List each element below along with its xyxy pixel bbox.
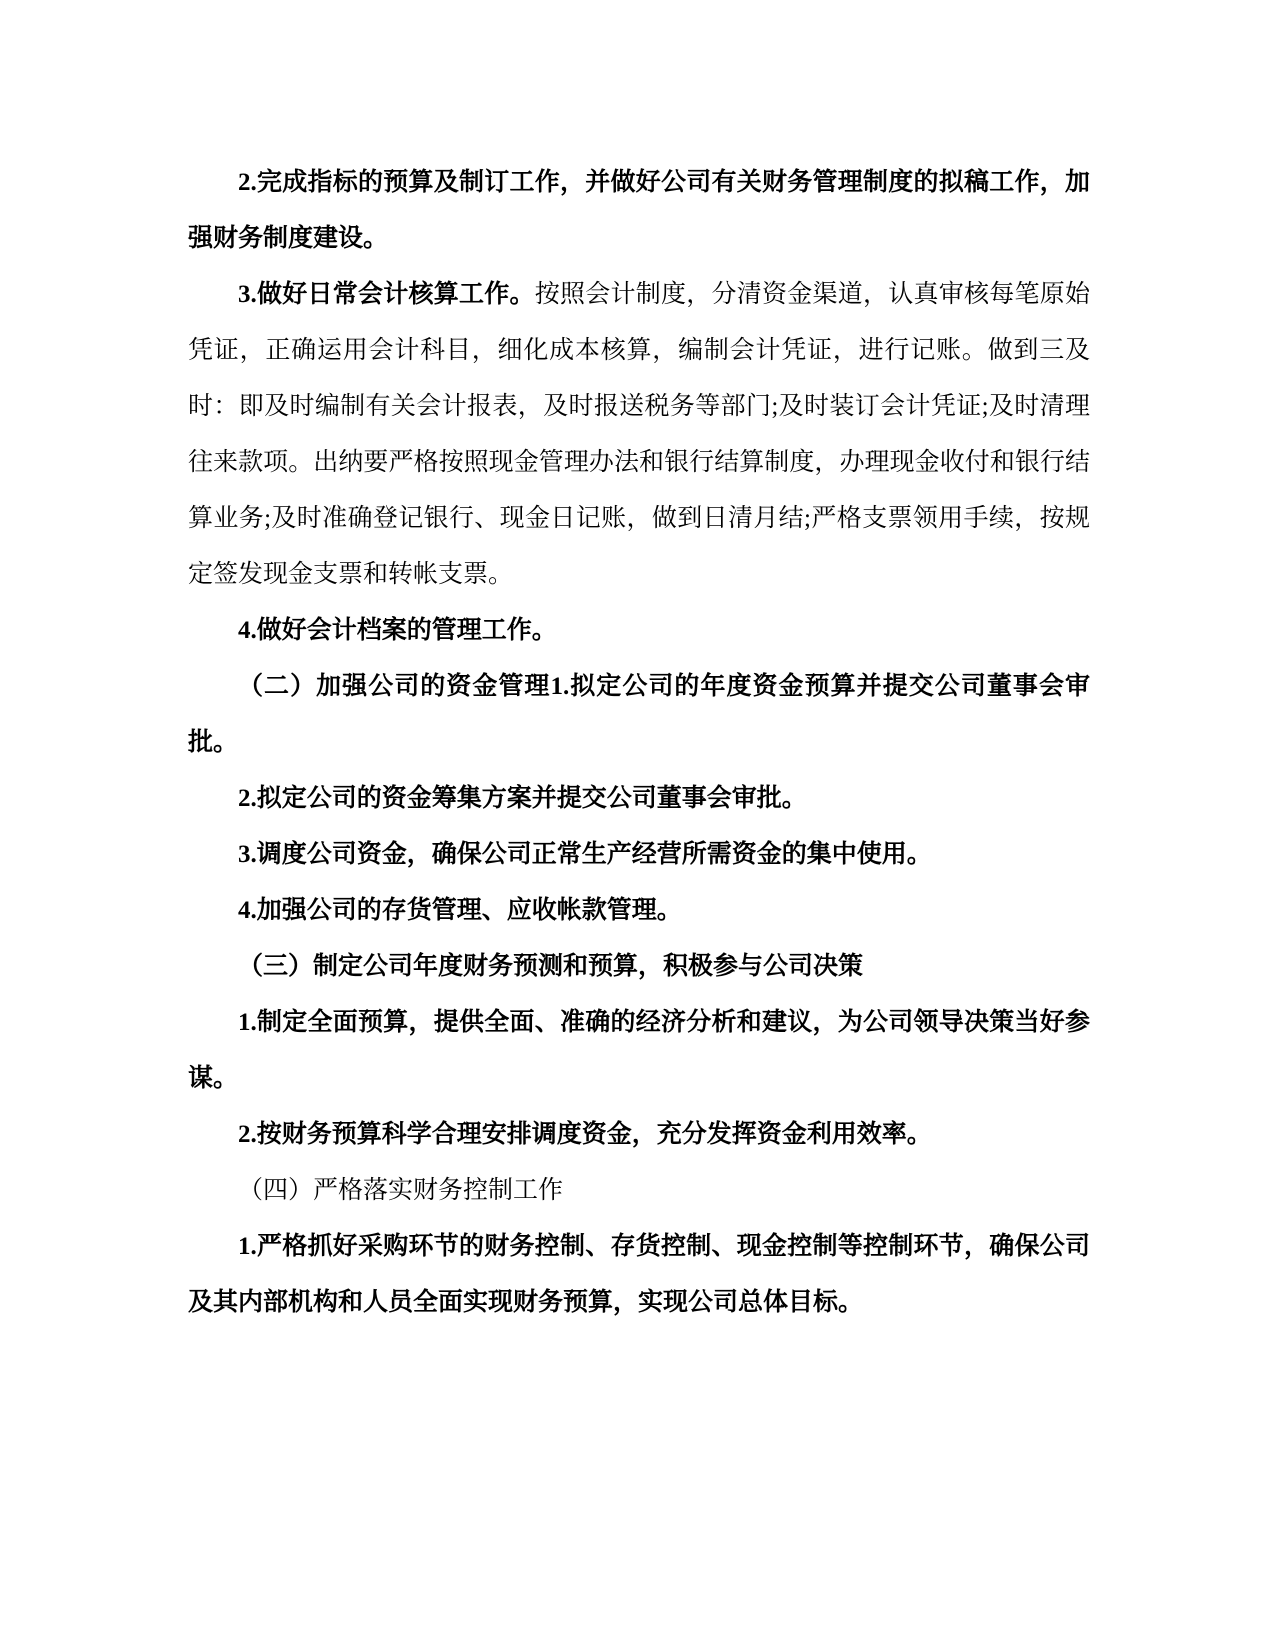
- bold-text-run: 3.做好日常会计核算工作。: [238, 281, 535, 308]
- bold-text-run: 3.调度公司资金，确保公司正常生产经营所需资金的集中使用。: [238, 841, 932, 868]
- bold-text-run: 2.拟定公司的资金筹集方案并提交公司董事会审批。: [238, 785, 807, 812]
- bold-text-run: 1.严格抓好采购环节的财务控制、存货控制、现金控制等控制环节，确保公司及其内部机构和人员全面实现财务预算，实现公司总体目标。: [188, 1233, 1090, 1316]
- document-content: [188, 155, 1090, 1331]
- paragraph: [188, 771, 1090, 827]
- bold-text-run: （三）制定公司年度财务预测和预算，积极参与公司决策: [238, 953, 864, 980]
- paragraph: [188, 1219, 1090, 1331]
- bold-text-run: （二）加强公司的资金管理1.拟定公司的年度资金预算并提交公司董事会审批。: [188, 673, 1090, 756]
- bold-text-run: 2.按财务预算科学合理安排调度资金，充分发挥资金利用效率。: [238, 1121, 932, 1148]
- paragraph: [188, 939, 1090, 995]
- bold-text-run: 2.完成指标的预算及制订工作，并做好公司有关财务管理制度的拟稿工作，加强财务制度建设。: [188, 169, 1090, 252]
- text-run: （四）严格落实财务控制工作: [238, 1177, 564, 1204]
- bold-text-run: 1.制定全面预算，提供全面、准确的经济分析和建议，为公司领导决策当好参谋。: [188, 1009, 1090, 1092]
- paragraph: [188, 603, 1090, 659]
- text-run: 按照会计制度，分清资金渠道，认真审核每笔原始凭证，正确运用会计科目，细化成本核算，编制会计凭证，进行记账。做到三及时：即及时编制有关会计报表，及时报送税务等部门;及时装订会计凭证;及时清理往来款项。出纳要严格按照现金管理办法和银行结算制度，办理现金收付和银行结算业务;及时准确登记银行、现金日记账，做到日清月结;严格支票领用手续，按规定签发现金支票和转帐支票。: [188, 281, 1090, 588]
- bold-text-run: 4.做好会计档案的管理工作。: [238, 617, 557, 644]
- paragraph: [188, 267, 1090, 603]
- paragraph: [188, 155, 1090, 267]
- bold-text-run: 4.加强公司的存货管理、应收帐款管理。: [238, 897, 682, 924]
- paragraph: [188, 1107, 1090, 1163]
- paragraph: [188, 827, 1090, 883]
- paragraph: [188, 1163, 1090, 1219]
- paragraph: [188, 995, 1090, 1107]
- paragraph: [188, 883, 1090, 939]
- paragraph: [188, 659, 1090, 771]
